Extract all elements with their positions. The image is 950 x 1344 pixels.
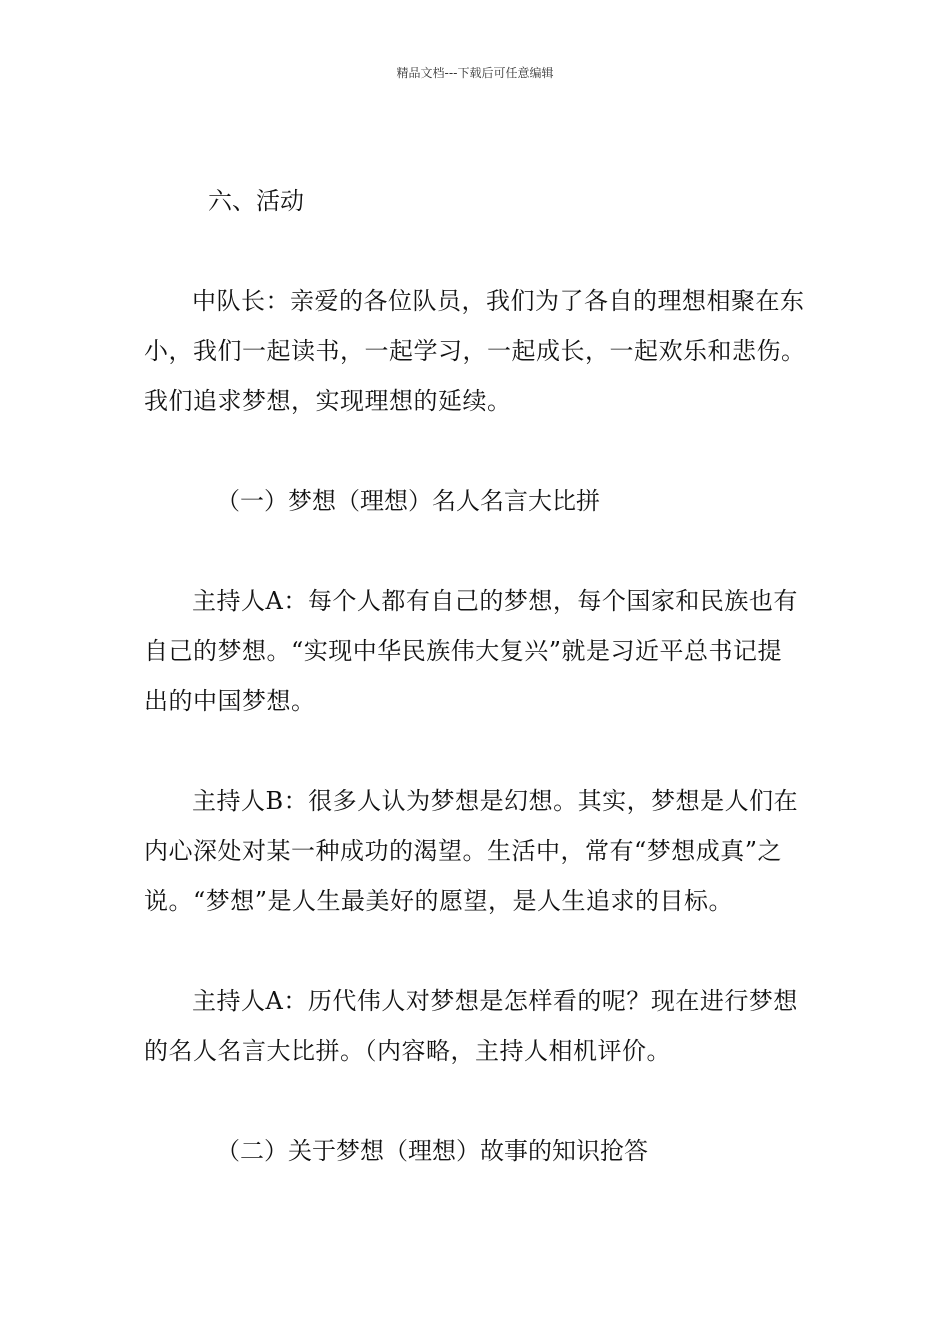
paragraph-captain-speech: 中队长：亲爱的各位队员，我们为了各自的理想相聚在东小，我们一起读书，一起学习，一起成长，一起欢乐和悲伤。我们追求梦想，实现理想的延续。	[144, 287, 806, 415]
subsection-title-2: （二）关于梦想（理想）故事的知识抢答	[216, 1137, 648, 1165]
spacer	[144, 926, 806, 976]
paragraph-host-a-2: 主持人A：历代伟人对梦想是怎样看的呢？现在进行梦想的名人名言大比拼。（内容略，主持人相机评价。	[144, 987, 798, 1065]
subsection-title-1: （一）梦想（理想）名人名言大比拼	[216, 487, 600, 515]
paragraph-host-a-1: 主持人A：每个人都有自己的梦想，每个国家和民族也有自己的梦想。“实现中华民族伟大复兴”就是习近平总书记提出的中国梦想。	[144, 587, 798, 715]
spacer	[144, 1076, 806, 1126]
document-body	[144, 176, 806, 1176]
spacer	[144, 526, 806, 576]
paragraph-host-b: 主持人B：很多人认为梦想是幻想。其实，梦想是人们在内心深处对某一种成功的渴望。生活中，常有“梦想成真”之说。“梦想”是人生最美好的愿望，是人生追求的目标。	[144, 787, 799, 915]
spacer	[144, 726, 806, 776]
spacer	[144, 226, 806, 276]
page-header: 精品文档---下载后可任意编辑	[396, 66, 554, 80]
section-title: 六、活动	[208, 187, 304, 215]
spacer	[144, 426, 806, 476]
